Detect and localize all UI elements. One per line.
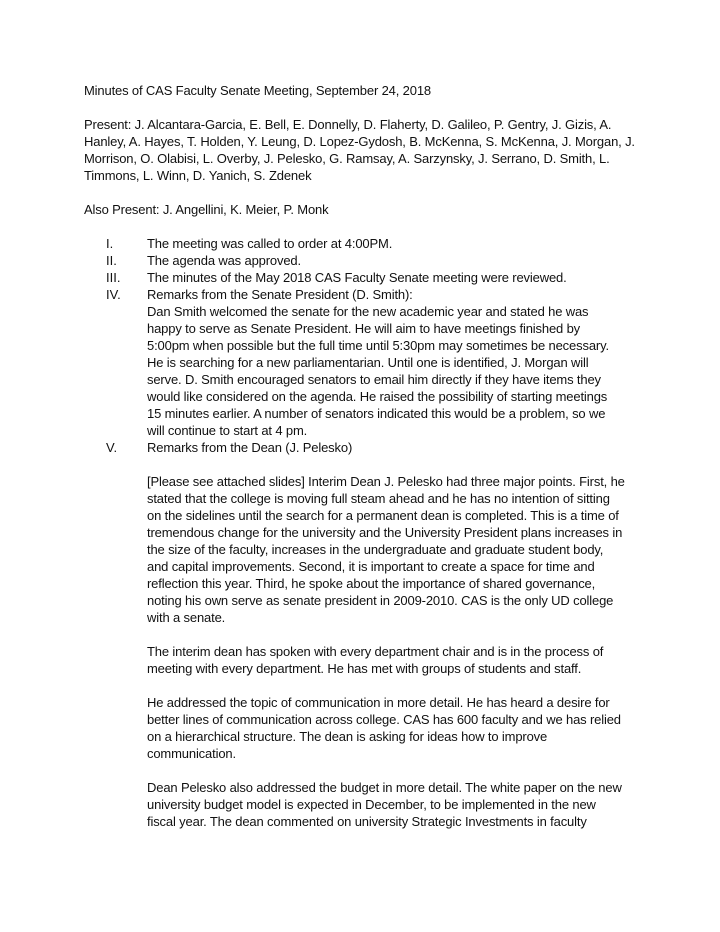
item-text: The meeting was called to order at 4:00PM. [147,236,393,251]
dean-remarks-paragraph-4 [147,779,644,830]
agenda-item-5 [84,439,644,830]
item-number: V. [106,440,118,455]
paragraph-line: Dean Pelesko also addressed the budget in more detail. The white paper on the new [147,780,622,795]
paragraph-line: on a hierarchical structure. The dean is asking for ideas how to improve [147,729,548,744]
paragraph-line: meeting with every department. He has met with groups of students and staff. [147,661,582,676]
paragraph-line: stated that the college is moving full steam ahead and he has no intention of sitting [147,491,610,506]
item-text: The minutes of the May 2018 CAS Faculty Senate meeting were reviewed. [147,270,567,285]
dean-remarks-paragraph-3 [147,694,644,762]
paragraph-line: 5:00pm when possible but the full time until 5:30pm may sometimes be necessary. [147,338,609,353]
paragraph-line: 15 minutes earlier. A number of senators indicated this would be a problem, so we [147,406,606,421]
paragraph-line: He is searching for a new parliamentarian. Until one is identified, J. Morgan will [147,355,589,370]
item-text: The agenda was approved. [147,253,301,268]
present-list [84,116,644,184]
paragraph-line: happy to serve as Senate President. He will aim to have meetings finished by [147,321,581,336]
agenda-item-2 [84,252,644,269]
item-number: II. [106,253,117,268]
paragraph-line: the size of the faculty, increases in the undergraduate and graduate student body, [147,542,604,557]
paragraph-line: He addressed the topic of communication in more detail. He has heard a desire for [147,695,610,710]
present-line: Present: J. Alcantara-Garcia, E. Bell, E. Donnelly, D. Flaherty, D. Galileo, P. Gentry, J. Gizis, A. [84,117,612,132]
document-page [84,82,644,830]
present-line: Timmons, L. Winn, D. Yanich, S. Zdenek [84,168,312,183]
item-number: IV. [106,287,121,302]
paragraph-line: reflection this year. Third, he spoke about the importance of shared governance, [147,576,596,591]
present-line: Hanley, A. Hayes, T. Holden, Y. Leung, D. Lopez-Gydosh, B. McKenna, S. McKenna, J. Morgan, J. [84,134,635,149]
paragraph-line: tremendous change for the university and the University President plans increases in [147,525,623,540]
paragraph-line: better lines of communication across college. CAS has 600 faculty and we has relied [147,712,621,727]
agenda-item-4 [84,286,644,439]
document-title: Minutes of CAS Faculty Senate Meeting, September 24, 2018 [84,83,431,98]
paragraph-line: on the sidelines until the search for a permanent dean is completed. This is a time of [147,508,619,523]
paragraph-line: serve. D. Smith encouraged senators to email him directly if they have items they [147,372,601,387]
item-number: I. [106,236,114,251]
present-line: Morrison, O. Olabisi, L. Overby, J. Pelesko, G. Ramsay, A. Sarzynsky, J. Serrano, D. Smith, L. [84,151,610,166]
paragraph-line: will continue to start at 4 pm. [147,423,308,438]
item-text: Remarks from the Dean (J. Pelesko) [147,440,353,455]
paragraph-line: [Please see attached slides] Interim Dean J. Pelesko had three major points. First, he [147,474,625,489]
agenda-item-1 [84,235,644,252]
paragraph-line: and capital improvements. Second, it is important to create a space for time and [147,559,595,574]
paragraph-line: fiscal year. The dean commented on university Strategic Investments in faculty [147,814,587,829]
item-text: Remarks from the Senate President (D. Smith): [147,287,413,302]
also-present: Also Present: J. Angellini, K. Meier, P. Monk [84,202,329,217]
paragraph-line: communication. [147,746,236,761]
paragraph-line: with a senate. [147,610,226,625]
paragraph-line: noting his own serve as senate president in 2009-2010. CAS is the only UD college [147,593,614,608]
paragraph-line: The interim dean has spoken with every department chair and is in the process of [147,644,604,659]
agenda-item-3 [84,269,644,286]
dean-remarks-paragraph-1 [147,473,644,626]
paragraph-line: university budget model is expected in December, to be implemented in the new [147,797,596,812]
paragraph-line: would like considered on the agenda. He raised the possibility of starting meetings [147,389,608,404]
paragraph-line: Dan Smith welcomed the senate for the new academic year and stated he was [147,304,589,319]
dean-remarks-paragraph-2 [147,643,644,677]
item-number: III. [106,270,121,285]
